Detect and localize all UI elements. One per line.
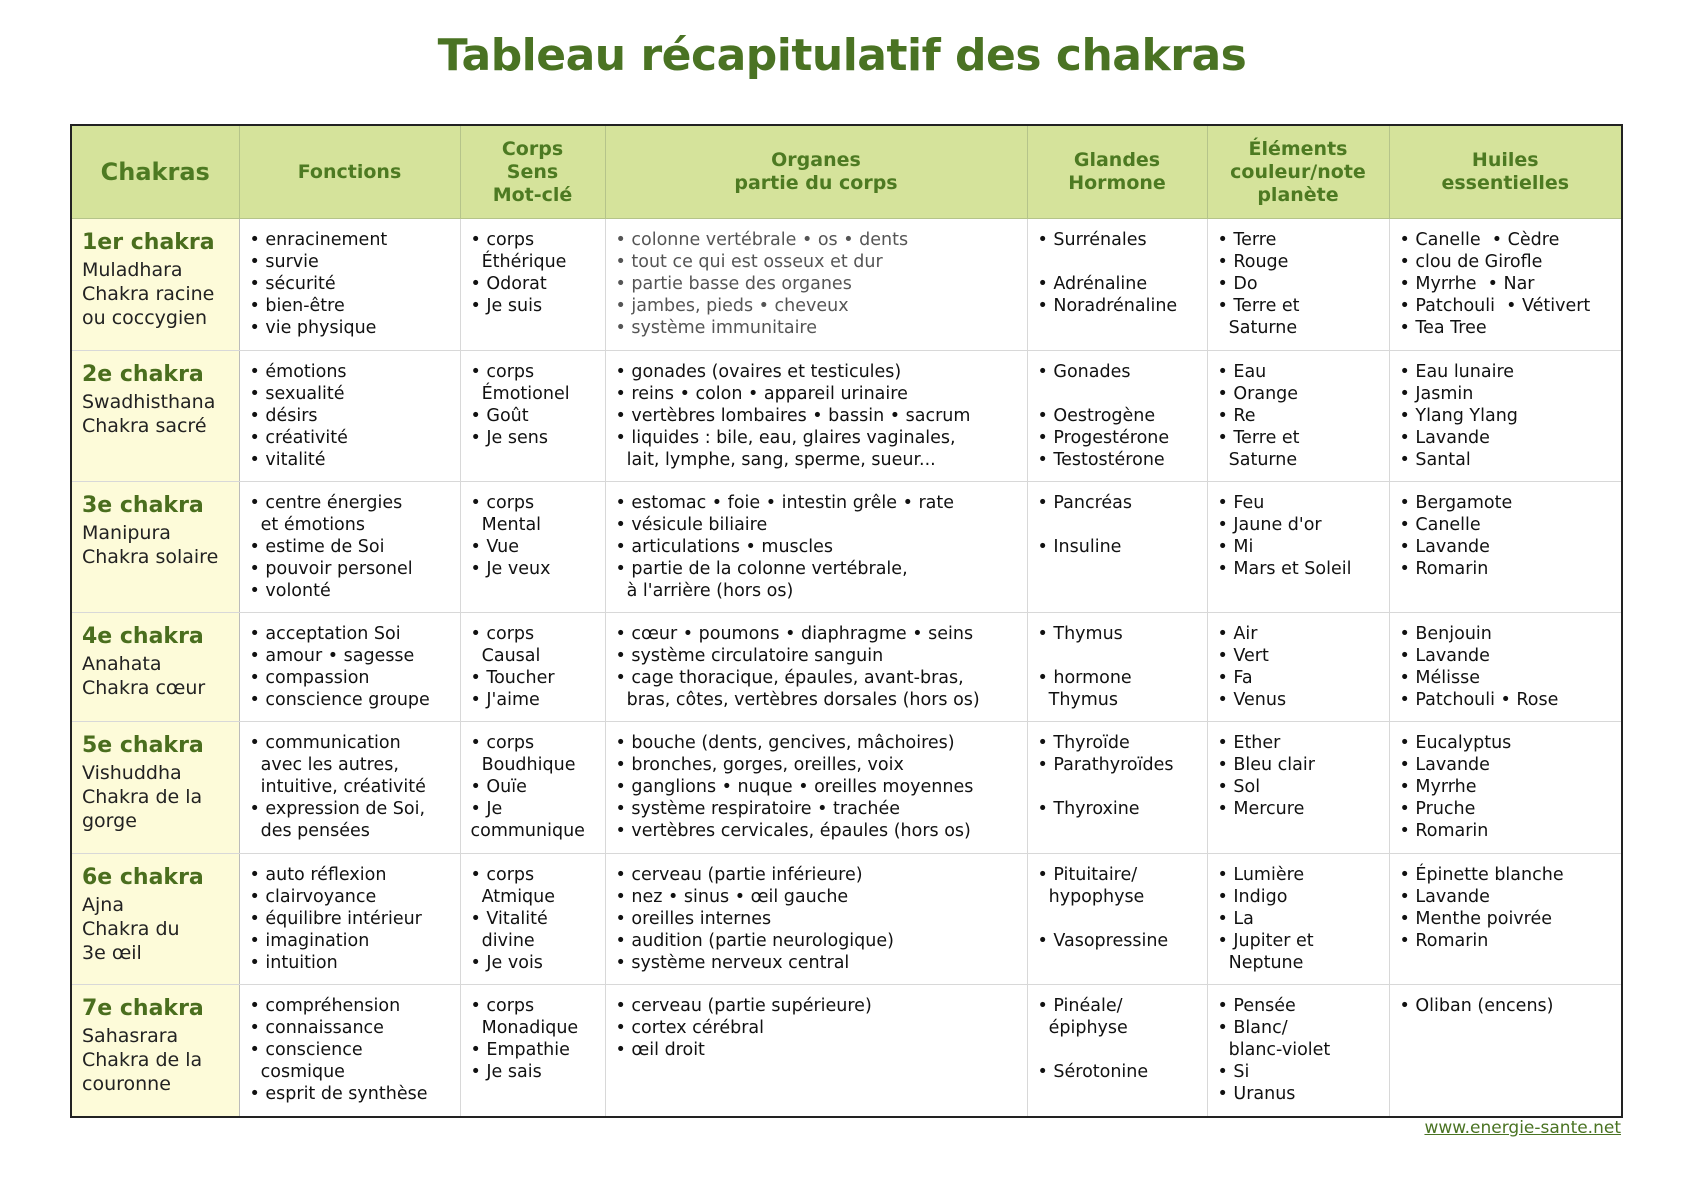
cell-line: • Ouïe (470, 777, 527, 797)
cell-line: • corps (470, 362, 535, 382)
cell-fonctions (239, 351, 460, 482)
cell-line: • Vasopressine (1037, 931, 1169, 951)
header-line: Glandes (1073, 149, 1161, 171)
cell-line: • Myrrhe (1399, 777, 1477, 797)
chakra-number: 6e chakra (82, 865, 204, 890)
cell-line: • Je veux (470, 559, 551, 579)
cell-line: blanc-violet (1217, 1040, 1331, 1060)
cell-line: • sécurité (249, 274, 336, 294)
cell-corps-sens (460, 351, 605, 482)
table-row (71, 351, 1622, 482)
cell-line: • communication (249, 733, 401, 753)
cell-elements (1207, 482, 1389, 613)
chakra-cell (71, 482, 239, 613)
cell-line: • Jasmin (1399, 384, 1474, 404)
header-line: Éléments (1248, 137, 1348, 160)
cell-line: • Terre (1217, 230, 1277, 250)
cell-line: • corps (470, 733, 535, 753)
cell-line: • auto réflexion (249, 865, 387, 885)
table-row (71, 722, 1622, 854)
cell-line: • liquides : bile, eau, glaires vaginales, (615, 428, 956, 448)
cell-line: Neptune (1217, 953, 1304, 973)
cell-line: • bronches, gorges, oreilles, voix (615, 755, 904, 775)
cell-line: • Lavande (1399, 755, 1490, 775)
cell-huiles (1389, 985, 1622, 1117)
cell-line: • Mi (1217, 537, 1254, 557)
cell-line: hypophyse (1037, 887, 1145, 907)
cell-line: • Canelle • Cèdre (1399, 230, 1560, 250)
cell-line: • Lavande (1399, 887, 1490, 907)
cell-line: • Mélisse (1399, 668, 1480, 688)
cell-line: • Sérotonine (1037, 1062, 1149, 1082)
cell-line: • Gonades (1037, 362, 1131, 382)
chakra-cell (71, 613, 239, 722)
cell-line: • Eau (1217, 362, 1267, 382)
cell-fonctions (239, 482, 460, 613)
cell-line: • enracinement (249, 230, 388, 250)
cell-line: • corps (470, 865, 535, 885)
header-chakras (71, 125, 239, 219)
cell-line: • œil droit (615, 1040, 705, 1060)
cell-line: • Pinéale/ (1037, 996, 1123, 1016)
cell-line: • Ether (1217, 733, 1281, 753)
chakra-name-line: Chakra de la (82, 786, 203, 808)
cell-glandes (1027, 985, 1207, 1117)
cell-line: • Mars et Soleil (1217, 559, 1352, 579)
cell-line: • Benjouin (1399, 624, 1492, 644)
cell-line (1038, 908, 1201, 930)
header-line: Mot-clé (492, 183, 573, 206)
table-row (71, 482, 1622, 613)
cell-line: • Indigo (1217, 887, 1288, 907)
cell-line: • système immunitaire (615, 318, 818, 338)
cell-line (1038, 776, 1201, 798)
header-glandes (1027, 125, 1207, 219)
cell-huiles (1389, 722, 1622, 854)
chakra-name-line: Sahasrara (82, 1025, 179, 1047)
cell-line: lait, lymphe, sang, sperme, sueur... (615, 450, 936, 470)
cell-line: • vitalité (249, 450, 326, 470)
cell-line: • Jaune d'or (1217, 515, 1322, 535)
cell-elements (1207, 985, 1389, 1117)
cell-line: Saturne (1217, 318, 1298, 338)
cell-line: • Épinette blanche (1399, 865, 1564, 885)
cell-line: • Surrénales (1037, 230, 1147, 250)
chakra-name-line: Chakra solaire (82, 546, 219, 568)
cell-line: • Eucalyptus (1399, 733, 1512, 753)
cell-line: • Lavande (1399, 428, 1490, 448)
chakra-number: 1er chakra (82, 230, 215, 255)
cell-line: • amour • sagesse (249, 646, 415, 666)
chakra-cell (71, 854, 239, 985)
cell-glandes (1027, 722, 1207, 854)
cell-line: • vertèbres cervicales, épaules (hors os) (615, 821, 971, 841)
chakra-number: 4e chakra (82, 624, 204, 649)
chakra-name-line: couronne (82, 1073, 171, 1095)
cell-line: • nez • sinus • œil gauche (615, 887, 849, 907)
header-row (71, 125, 1622, 219)
cell-fonctions (239, 722, 460, 854)
cell-line: • Terre et (1217, 428, 1300, 448)
header-fonctions (239, 125, 460, 219)
cell-line: • conscience groupe (249, 690, 430, 710)
header-line: Huiles (1471, 149, 1539, 171)
cell-line: • Lavande (1399, 646, 1490, 666)
cell-line: • reins • colon • appareil urinaire (615, 384, 908, 404)
header-corps-sens (460, 125, 605, 219)
cell-organes (605, 613, 1027, 722)
cell-line: • émotions (249, 362, 347, 382)
cell-line: • Patchouli • Rose (1399, 690, 1559, 710)
cell-corps-sens (460, 722, 605, 854)
cell-line: • bien-être (249, 296, 345, 316)
cell-line: • Fa (1217, 668, 1253, 688)
header-elements (1207, 125, 1389, 219)
chakra-name-line: ou coccygien (82, 307, 207, 329)
cell-line: • Do (1217, 274, 1258, 294)
cell-line: • cage thoracique, épaules, avant-bras, (615, 668, 964, 688)
cell-line: • Je (470, 799, 503, 819)
cell-line: • J'aime (470, 690, 540, 710)
cell-line: • pouvoir personel (249, 559, 413, 579)
cell-line: • vie physique (249, 318, 377, 338)
header-line: Sens (506, 160, 559, 183)
cell-line (1038, 383, 1201, 405)
cell-line: • jambes, pieds • cheveux (615, 296, 849, 316)
cell-line: • connaissance (249, 1018, 384, 1038)
cell-line: Monadique (470, 1018, 579, 1038)
cell-elements (1207, 351, 1389, 482)
cell-line: • conscience (249, 1040, 363, 1060)
cell-line: • Pensée (1217, 996, 1296, 1016)
cell-line: • Goût (470, 406, 529, 426)
chakra-table (70, 124, 1623, 1118)
chakra-number: 5e chakra (82, 733, 204, 758)
cell-huiles (1389, 351, 1622, 482)
cell-organes (605, 985, 1027, 1117)
table-row (71, 985, 1622, 1117)
header-organes (605, 125, 1027, 219)
cell-line: • Santal (1399, 450, 1471, 470)
cell-elements (1207, 722, 1389, 854)
cell-line: • imagination (249, 931, 370, 951)
cell-line: • Tea Tree (1399, 318, 1487, 338)
cell-line: • Eau lunaire (1399, 362, 1515, 382)
header-line: planète (1257, 183, 1339, 206)
cell-line: • Re (1217, 406, 1256, 426)
cell-line: • Feu (1217, 493, 1265, 513)
cell-line: • corps (470, 230, 535, 250)
cell-corps-sens (460, 219, 605, 351)
cell-line: • clou de Girofle (1399, 252, 1543, 272)
cell-line: • équilibre intérieur (249, 909, 422, 929)
cell-line: • Noradrénaline (1037, 296, 1178, 316)
cell-glandes (1027, 854, 1207, 985)
cell-line: • Menthe poivrée (1399, 909, 1553, 929)
cell-line: • Insuline (1037, 537, 1122, 557)
chakra-name-line: gorge (82, 810, 137, 832)
cell-line: • Rouge (1217, 252, 1289, 272)
cell-line: • corps (470, 493, 535, 513)
cell-glandes (1027, 482, 1207, 613)
chakra-name-line: Chakra de la (82, 1049, 203, 1071)
cell-line: • vésicule biliaire (615, 515, 768, 535)
cell-line: Thymus (1037, 690, 1119, 710)
cell-line: • Terre et (1217, 296, 1300, 316)
cell-line: communique (470, 821, 585, 841)
header-line: Hormone (1068, 172, 1166, 194)
cell-line: bras, côtes, vertèbres dorsales (hors os) (615, 690, 980, 710)
chakra-name-line: 3e œil (82, 942, 142, 964)
cell-line: • estime de Soi (249, 537, 385, 557)
cell-line: • hormone (1037, 668, 1132, 688)
chakra-name-line: Chakra du (82, 918, 180, 940)
cell-line: • Air (1217, 624, 1258, 644)
table-row (71, 854, 1622, 985)
cell-line: • partie basse des organes (615, 274, 852, 294)
cell-line: • Adrénaline (1037, 274, 1148, 294)
cell-line: • Oestrogène (1037, 406, 1156, 426)
cell-line: et émotions (249, 515, 365, 535)
cell-line: Causal (470, 646, 541, 666)
cell-line (1038, 514, 1201, 536)
cell-line: • Testostérone (1037, 450, 1165, 470)
cell-line: • Oliban (encens) (1399, 996, 1554, 1016)
chakra-cell (71, 219, 239, 351)
cell-line: • Venus (1217, 690, 1287, 710)
chakra-number: 3e chakra (82, 493, 204, 518)
cell-corps-sens (460, 482, 605, 613)
cell-line: à l'arrière (hors os) (615, 581, 794, 601)
cell-glandes (1027, 351, 1207, 482)
cell-line: • Canelle (1399, 515, 1481, 535)
header-line: couleur/note (1230, 160, 1366, 183)
chakra-name-line: Ajna (82, 894, 124, 916)
cell-line: • compréhension (249, 996, 401, 1016)
cell-line: • partie de la colonne vertébrale, (615, 559, 908, 579)
cell-line (1038, 1039, 1201, 1061)
cell-line: • cortex cérébral (615, 1018, 765, 1038)
cell-line: • tout ce qui est osseux et dur (615, 252, 883, 272)
cell-huiles (1389, 613, 1622, 722)
cell-line: • système respiratoire • trachée (615, 799, 901, 819)
cell-line: • Romarin (1399, 931, 1489, 951)
cell-line: • Toucher (470, 668, 555, 688)
cell-line: • Myrrhe • Nar (1399, 274, 1535, 294)
cell-line: • Jupiter et (1217, 931, 1314, 951)
cell-line: • estomac • foie • intestin grêle • rate (615, 493, 955, 513)
header-line: Fonctions (297, 160, 402, 183)
cell-line: • Progestérone (1037, 428, 1170, 448)
cell-line: • Odorat (470, 274, 547, 294)
cell-line: • Je sens (470, 428, 548, 448)
cell-organes (605, 482, 1027, 613)
cell-corps-sens (460, 854, 605, 985)
cell-line: • intuition (249, 953, 338, 973)
cell-line: • Je vois (470, 953, 543, 973)
chakra-cell (71, 722, 239, 854)
cell-line: divine (470, 931, 535, 951)
chakra-number: 7e chakra (82, 996, 204, 1021)
cell-line: Éthérique (470, 252, 567, 272)
cell-line: des pensées (249, 821, 370, 841)
cell-huiles (1389, 219, 1622, 351)
cell-elements (1207, 219, 1389, 351)
cell-organes (605, 854, 1027, 985)
header-line: Organes (771, 149, 861, 171)
cell-line: intuitive, créativité (249, 777, 426, 797)
cell-line: • survie (249, 252, 319, 272)
chakra-name-line: Muladhara (82, 259, 183, 281)
cell-line: • esprit de synthèse (249, 1084, 428, 1104)
cell-line: Atmique (470, 887, 556, 907)
cell-fonctions (239, 985, 460, 1117)
cell-fonctions (239, 219, 460, 351)
chakra-cell (71, 985, 239, 1117)
cell-line: • expression de Soi, (249, 799, 426, 819)
cell-line: avec les autres, (249, 755, 399, 775)
cell-line: Saturne (1217, 450, 1298, 470)
cell-line: • Pituitaire/ (1037, 865, 1138, 885)
cell-line: • Bleu clair (1217, 755, 1315, 775)
chakra-name-line: Chakra cœur (82, 677, 206, 699)
cell-glandes (1027, 613, 1207, 722)
cell-line: • Patchouli • Vétivert (1399, 296, 1591, 316)
cell-line: • bouche (dents, gencives, mâchoires) (615, 733, 955, 753)
cell-line: • Sol (1217, 777, 1261, 797)
cell-line (1038, 251, 1201, 273)
cell-line: • Orange (1217, 384, 1299, 404)
cell-line: • Parathyroïdes (1037, 755, 1174, 775)
cell-line: • oreilles internes (615, 909, 772, 929)
chakra-number: 2e chakra (82, 362, 204, 387)
cell-line: • cerveau (partie inférieure) (615, 865, 863, 885)
cell-line: • Blanc/ (1217, 1018, 1288, 1038)
cell-line: • Lavande (1399, 537, 1490, 557)
chakra-cell (71, 351, 239, 482)
cell-line: • volonté (249, 581, 331, 601)
cell-line: • Uranus (1217, 1084, 1296, 1104)
chakra-name-line: Vishuddha (82, 762, 182, 784)
cell-line: épiphyse (1037, 1018, 1128, 1038)
cell-line: • ganglions • nuque • oreilles moyennes (615, 777, 974, 797)
cell-line: • système nerveux central (615, 953, 850, 973)
cell-elements (1207, 613, 1389, 722)
cell-huiles (1389, 854, 1622, 985)
cell-line: • désirs (249, 406, 318, 426)
cell-line: • corps (470, 624, 535, 644)
cell-line: • Romarin (1399, 821, 1489, 841)
cell-fonctions (239, 613, 460, 722)
cell-line: • Pruche (1399, 799, 1476, 819)
cell-fonctions (239, 854, 460, 985)
cell-line: • cerveau (partie supérieure) (615, 996, 872, 1016)
website-link[interactable]: www.energie-sante.net (1424, 1118, 1621, 1138)
cell-line (1038, 645, 1201, 667)
header-line: Chakras (100, 157, 210, 186)
cell-line: • Si (1217, 1062, 1250, 1082)
cell-line: Émotionel (470, 384, 570, 404)
cell-line: • Romarin (1399, 559, 1489, 579)
table-row (71, 613, 1622, 722)
cell-line: • Je suis (470, 296, 543, 316)
cell-organes (605, 219, 1027, 351)
cell-line: • vertèbres lombaires • bassin • sacrum (615, 406, 971, 426)
chakra-name-line: Manipura (82, 522, 171, 544)
cell-huiles (1389, 482, 1622, 613)
cell-line: • La (1217, 909, 1254, 929)
cell-line: • Thymus (1037, 624, 1123, 644)
cell-corps-sens (460, 985, 605, 1117)
chakra-name-line: Chakra sacré (82, 415, 207, 437)
chakra-name-line: Chakra racine (82, 283, 215, 305)
cell-organes (605, 351, 1027, 482)
header-line: Corps (501, 137, 564, 160)
cell-line: • Vue (470, 537, 520, 557)
cell-line: • Thyroïde (1037, 733, 1130, 753)
cell-line: • Ylang Ylang (1399, 406, 1518, 426)
chakra-name-line: Swadhisthana (82, 391, 216, 413)
cell-line: • cœur • poumons • diaphragme • seins (615, 624, 974, 644)
cell-glandes (1027, 219, 1207, 351)
header-line: essentielles (1441, 172, 1570, 194)
header-line: partie du corps (734, 172, 898, 194)
cell-corps-sens (460, 613, 605, 722)
header-huiles (1389, 125, 1622, 219)
cell-line: • corps (470, 996, 535, 1016)
cell-line: • clairvoyance (249, 887, 377, 907)
cell-line: • articulations • muscles (615, 537, 834, 557)
cell-line: • Pancréas (1037, 493, 1133, 513)
chakra-name-line: Anahata (82, 653, 162, 675)
cell-line: • gonades (ovaires et testicules) (615, 362, 902, 382)
cell-line: • centre énergies (249, 493, 403, 513)
cell-line: • Mercure (1217, 799, 1305, 819)
cell-elements (1207, 854, 1389, 985)
cell-organes (605, 722, 1027, 854)
cell-line: • créativité (249, 428, 348, 448)
table-row (71, 219, 1622, 351)
cell-line: • colonne vertébrale • os • dents (615, 230, 909, 250)
cell-line: • sexualité (249, 384, 345, 404)
cell-line: • acceptation Soi (249, 624, 401, 644)
cell-line: • Lumière (1217, 865, 1305, 885)
cell-line: Mental (470, 515, 542, 535)
cell-line: • Thyroxine (1037, 799, 1140, 819)
cell-line: • Vert (1217, 646, 1269, 666)
cell-line: • audition (partie neurologique) (615, 931, 894, 951)
cell-line: • Vitalité (470, 909, 548, 929)
cell-line: • Je sais (470, 1062, 542, 1082)
cell-line: • compassion (249, 668, 370, 688)
cell-line: • Bergamote (1399, 493, 1513, 513)
cell-line: • système circulatoire sanguin (615, 646, 884, 666)
cell-line: cosmique (249, 1062, 345, 1082)
cell-line: Boudhique (470, 755, 576, 775)
cell-line: • Empathie (470, 1040, 570, 1060)
page-title: Tableau récapitulatif des chakras (437, 30, 1247, 81)
